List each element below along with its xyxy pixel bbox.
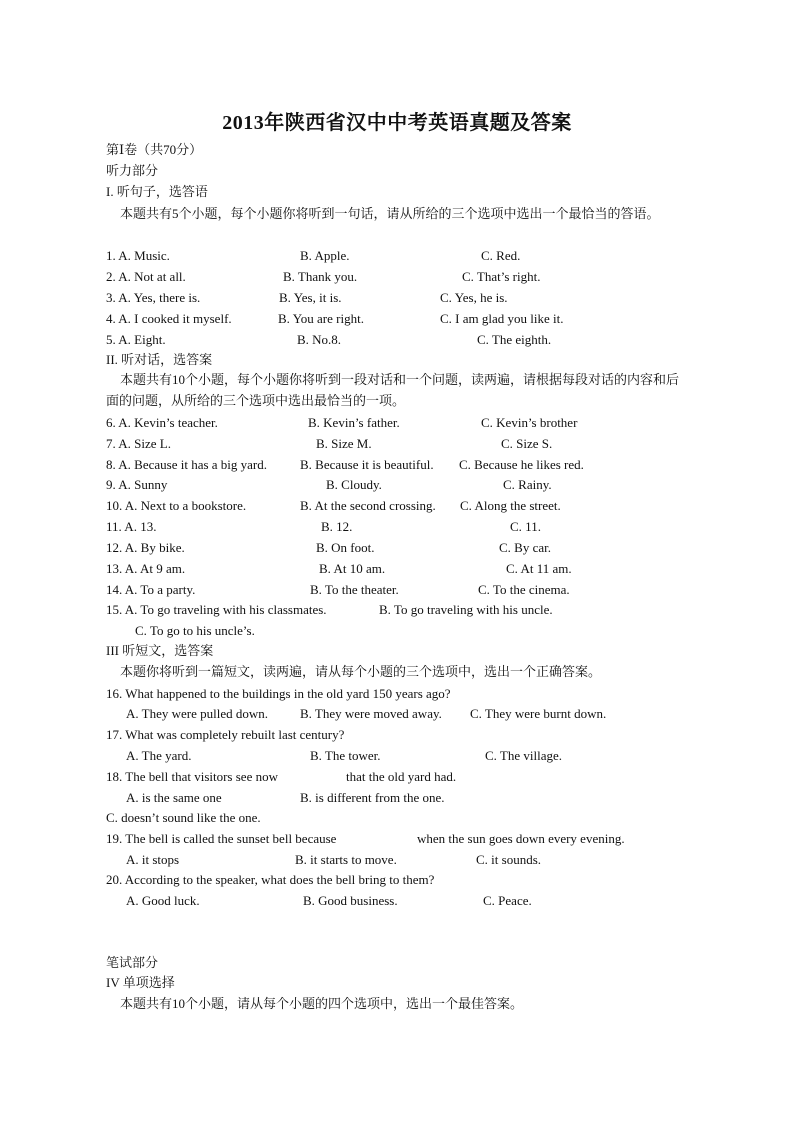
- q12-option-a: 12. A. By bike.: [106, 540, 185, 555]
- q9-option-a: 9. A. Sunny: [106, 477, 168, 492]
- q1-option-a: 1. A. Music.: [106, 248, 170, 263]
- q15-option-c: C. To go to his uncle’s.: [135, 623, 255, 638]
- section-2-heading: II. 听对话，选答案: [106, 352, 213, 367]
- q14-option-a: 14. A. To a party.: [106, 582, 196, 597]
- q19-option-b: B. it starts to move.: [295, 852, 397, 867]
- section-1-instruction: 本题共有5个小题，每个小题你将听到一句话，请从所给的三个选项中选出一个最恰当的答语。: [120, 206, 660, 221]
- q17-option-b: B. The tower.: [310, 748, 381, 763]
- q18-option-c: C. doesn’t sound like the one.: [106, 810, 261, 825]
- section-1-heading: I. 听句子，选答语: [106, 184, 208, 199]
- q5-option-a: 5. A. Eight.: [106, 332, 166, 347]
- written-heading: 笔试部分: [106, 955, 159, 970]
- q19-question-start: 19. The bell is called the sunset bell because: [106, 831, 337, 846]
- q13-option-b: B. At 10 am.: [319, 561, 386, 576]
- q10-option-c: C. Along the street.: [460, 498, 561, 513]
- q14-option-b: B. To the theater.: [310, 582, 399, 597]
- q20-question: 20. According to the speaker, what does the bell bring to them?: [106, 872, 435, 887]
- section-4-heading: IV 单项选择: [106, 975, 175, 990]
- q12-option-b: B. On foot.: [316, 540, 375, 555]
- volume-heading: 第Ⅰ卷（共70分）: [106, 142, 203, 157]
- q20-option-c: C. Peace.: [483, 893, 532, 908]
- q7-option-a: 7. A. Size L.: [106, 436, 171, 451]
- q15-option-a: 15. A. To go traveling with his classmates.: [106, 602, 327, 617]
- q13-option-a: 13. A. At 9 am.: [106, 561, 186, 576]
- q12-option-c: C. By car.: [499, 540, 551, 555]
- q10-option-a: 10. A. Next to a bookstore.: [106, 498, 247, 513]
- q5-option-b: B. No.8.: [297, 332, 342, 347]
- q8-option-b: B. Because it is beautiful.: [300, 457, 434, 472]
- q6-option-c: C. Kevin’s brother: [481, 415, 578, 430]
- q5-option-c: C. The eighth.: [477, 332, 552, 347]
- document-title: 2013年陕西省汉中中考英语真题及答案: [222, 112, 572, 134]
- q18-option-a: A. is the same one: [126, 790, 222, 805]
- q2-option-c: C. That’s right.: [462, 269, 541, 284]
- q2-option-a: 2. A. Not at all.: [106, 269, 186, 284]
- q1-option-c: C. Red.: [481, 248, 521, 263]
- q4-option-a: 4. A. I cooked it myself.: [106, 311, 232, 326]
- q18-question-start: 18. The bell that visitors see now: [106, 769, 278, 784]
- q3-option-c: C. Yes, he is.: [440, 290, 508, 305]
- q16-option-c: C. They were burnt down.: [470, 706, 607, 721]
- q18-question-end: that the old yard had.: [346, 769, 457, 784]
- q13-option-c: C. At 11 am.: [506, 561, 572, 576]
- q14-option-c: C. To the cinema.: [478, 582, 570, 597]
- q11-option-b: B. 12.: [321, 519, 353, 534]
- q19-question-end: when the sun goes down every evening.: [417, 831, 625, 846]
- q10-option-b: B. At the second crossing.: [300, 498, 436, 513]
- q17-option-c: C. The village.: [485, 748, 563, 763]
- q3-option-b: B. Yes, it is.: [279, 290, 342, 305]
- q16-question: 16. What happened to the buildings in the old yard 150 years ago?: [106, 686, 451, 701]
- q15-option-b: B. To go traveling with his uncle.: [379, 602, 553, 617]
- section-3-instruction: 本题你将听到一篇短文，读两遍，请从每个小题的三个选项中，选出一个正确答案。: [120, 664, 602, 679]
- q4-option-b: B. You are right.: [278, 311, 364, 326]
- q17-question: 17. What was completely rebuilt last century?: [106, 727, 345, 742]
- q3-option-a: 3. A. Yes, there is.: [106, 290, 201, 305]
- q8-option-a: 8. A. Because it has a big yard.: [106, 457, 268, 472]
- q20-option-a: A. Good luck.: [126, 893, 200, 908]
- section-4-instruction: 本题共有10个小题，请从每个小题的四个选项中，选出一个最佳答案。: [120, 996, 524, 1011]
- q19-option-a: A. it stops: [126, 852, 180, 867]
- q16-option-a: A. They were pulled down.: [126, 706, 269, 721]
- section-3-heading: III 听短文，选答案: [106, 643, 214, 658]
- q1-option-b: B. Apple.: [300, 248, 350, 263]
- listening-heading: 听力部分: [106, 163, 159, 178]
- q17-option-a: A. The yard.: [126, 748, 192, 763]
- q7-option-c: C. Size S.: [501, 436, 553, 451]
- q19-option-c: C. it sounds.: [476, 852, 542, 867]
- q20-option-b: B. Good business.: [303, 893, 398, 908]
- q2-option-b: B. Thank you.: [283, 269, 358, 284]
- q9-option-b: B. Cloudy.: [326, 477, 382, 492]
- q8-option-c: C. Because he likes red.: [459, 457, 584, 472]
- q9-option-c: C. Rainy.: [503, 477, 552, 492]
- q7-option-b: B. Size M.: [316, 436, 372, 451]
- q6-option-b: B. Kevin’s father.: [308, 415, 400, 430]
- q11-option-a: 11. A. 13.: [106, 519, 157, 534]
- q6-option-a: 6. A. Kevin’s teacher.: [106, 415, 218, 430]
- q18-option-b: B. is different from the one.: [300, 790, 445, 805]
- q4-option-c: C. I am glad you like it.: [440, 311, 564, 326]
- q16-option-b: B. They were moved away.: [300, 706, 442, 721]
- section-2-instruction: 本题共有10个小题，每个小题你将听到一段对话和一个问题，读两遍，请根据每段对话的内容和后面的问题，从所给的三个选项中选出最恰当的一项。: [106, 372, 680, 408]
- q11-option-c: C. 11.: [510, 519, 541, 534]
